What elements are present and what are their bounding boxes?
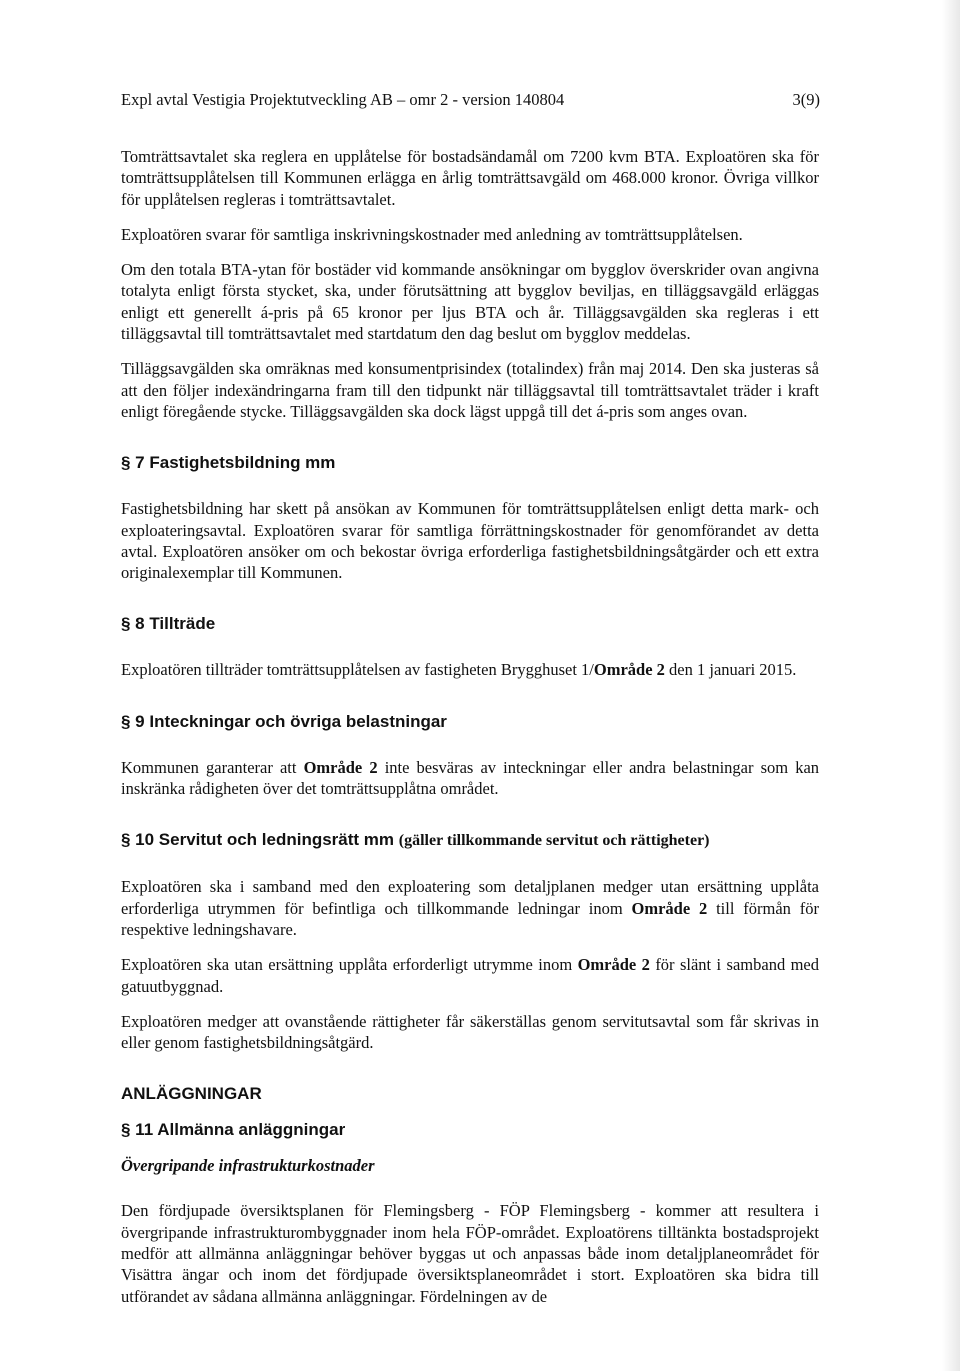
document-body [121,146,819,1307]
area-2-bold: Område 2 [631,898,708,918]
scan-edge-shadow [942,0,960,1371]
area-2-bold: Område 2 [303,757,378,777]
mortgages-text-end: inte besväras av inteckningar eller andra belastningar som kan inskränka rådigheten över det tomträttsupplåtna området. [121,757,820,799]
paragraph-utility-space [121,876,819,940]
paragraph-registration-costs: Exploatören svarar för samtliga inskrivningskostnader med anledning av tomträttsupplåtelsen. [121,224,743,244]
mortgages-text-start: Kommunen garanterar att [121,757,304,777]
section-10-heading [121,829,819,852]
section-9-heading: § 9 Inteckningar och övriga belastningar [121,711,447,731]
section-7-heading: § 7 Fastighetsbildning mm [121,453,336,473]
section-11-subheading: Övergripande infrastrukturkostnader [121,1156,375,1176]
section-10-subtitle: (gäller tillkommande servitut och rättigheter) [398,832,710,850]
page-number: 3(9) [792,90,820,109]
access-text-end: den 1 januari 2015. [664,660,797,680]
paragraph-property-formation: Fastighetsbildning har skett på ansökan av Kommunen för tomträttsupplåtelsen enligt detta mark- och exploateringsavtal. Exploatören svarar för samtliga förrättningskostnader för genomförandet av detta avtal. Exploatören ansöker om och bekostar övriga erforderliga fastighetsbildningsåtgärder och ett extra originalexemplar till Kommunen. [121,499,819,583]
paragraph-index-adjustment: Tilläggsavgälden ska omräknas med konsumentprisindex (totalindex) från maj 2014. Den ska justeras så att den följer indexändringarna fram till den tidpunkt när tilläggsavtal till tomträttsavtalet träder i kraft enligt föregående stycke. Tilläggsavgälden ska dock lägst uppgå till det á-pris som anges ovan. [121,359,819,421]
paragraph-additional-fee: Om den totala BTA-ytan för bostäder vid kommande ansökningar om bygglov överskrider ovan angivna totalyta enligt första stycket, ska, under förutsättning att bygglov beviljas, en tilläggsavgäld erläggas enligt ett generellt á-pris på 65 kronor per ljus BTA och år. Tilläggsavgälden ska regleras i ett tilläggsavtal till tomträttsavtalet med startdatum den dag beslut om bygglov meddelas. [121,260,819,344]
area-2-bold: Område 2 [593,660,665,680]
paragraph-lease-terms: Tomträttsavtalet ska reglera en upplåtelse för bostadsändamål om 7200 kvm BTA. Exploatören ska för tomträttsupplåtelsen till Kommunen erlägga en årlig tomträttsavgäld om 468.000 kronor. Övriga villkor för upplåtelsen regleras i tomträttsavtalet. [121,147,819,209]
slope-text-end: för slänt i samband med gatuutbyggnad. [121,955,820,996]
paragraph-infrastructure: Den fördjupade översiktsplanen för Flemingsberg - FÖP Flemingsberg - kommer att resultera i övergripande infrastrukturombyggnader inom hela FÖP-området. Exploatörens tilltänkta bostadsprojekt medför att allmänna anläggningar behöver byggas ut och anpassas både inom detaljplaneområdet för Visättra ängar och inom det fördjupade översiktsplaneområdet i stort. Exploatören ska bidra till utförandet av sådana allmänna anläggningar. Fördelningen av de [121,1201,819,1306]
paragraph-mortgages [121,757,819,800]
area-2-bold: Område 2 [577,955,650,975]
section-11-heading: § 11 Allmänna anläggningar [121,1120,346,1140]
utility-text-start: Exploatören ska i samband med den exploatering som detaljplanen medger utan ersättning upplåta erforderliga utrymmen för befintliga och tillkommande ledningar inom [121,877,819,918]
utility-text-end: till förmån för respektive ledningshavare. [121,898,819,939]
section-8-heading: § 8 Tillträde [121,614,216,634]
access-text-start: Exploatören tillträder tomträttsupplåtelsen av fastigheten Brygghuset 1/ [121,660,594,680]
slope-text-start: Exploatören ska utan ersättning upplåta erforderligt utrymme inom [121,955,578,975]
section-10-title: § 10 Servitut och ledningsrätt mm [121,830,395,850]
paragraph-slope-space [121,954,819,997]
paragraph-easement: Exploatören medger att ovanstående rättigheter får säkerställas genom servitutsavtal som får skrivas in eller genom fastighetsbildningsåtgärd. [121,1011,819,1053]
document-header: Expl avtal Vestigia Projektutveckling AB – omr 2 - version 140804 [121,90,565,109]
paragraph-access [121,659,819,680]
main-heading-facilities: ANLÄGGNINGAR [121,1084,262,1104]
